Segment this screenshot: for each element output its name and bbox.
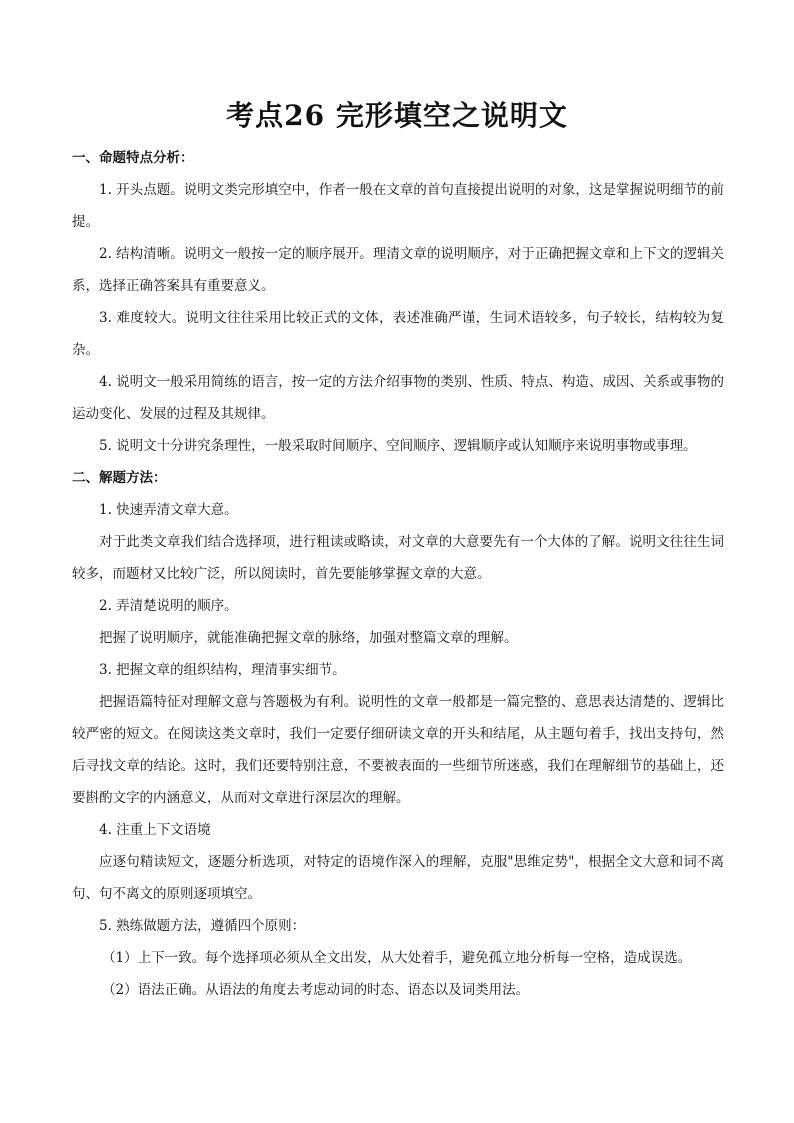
method-3-text: 把握语篇特征对理解文意与答题极为有利。说明性的文章一般都是一篇完整的、意思表达清楚的、逻辑比较严密的短文。在阅读这类文章时，我们一定要仔细研读文章的开头和结尾，从主题句着手，找出支持句，然后寻找文章的结论。这时，我们还要特别注意，不要被表面的一些细节所迷惑，我们在理解细节的基础上，还要斟酌文字的内涵意义，从而对文章进行深层次的理解。	[72, 694, 724, 806]
analysis-point-4: 4. 说明文一般采用简练的语言，按一定的方法介绍事物的类别、性质、特点、构造、成因、关系或事物的运动变化、发展的过程及其规律。	[72, 374, 724, 422]
method-5-sub-2: （2）语法正确。从语法的角度去考虑动词的时态、语态以及词类用法。	[102, 982, 530, 998]
method-3-title: 3. 把握文章的组织结构，理清事实细节。	[99, 662, 346, 678]
document-body	[72, 142, 724, 1006]
page-title: 考点26 完形填空之说明文	[226, 99, 568, 132]
analysis-point-5: 5. 说明文十分讲究条理性，一般采取时间顺序、空间顺序、逻辑顺序或认知顺序来说明事物或事理。	[99, 438, 697, 454]
method-4-text: 应逐句精读短文，逐题分析选项，对特定的语境作深入的理解，克服"思维定势"，根据全文大意和词不离句、句不离文的原则逐项填空。	[72, 854, 724, 902]
method-1-title: 1. 快速弄清文章大意。	[99, 502, 238, 518]
analysis-point-2: 2. 结构清晰。说明文一般按一定的顺序展开。理清文章的说明顺序，对于正确把握文章和上下文的逻辑关系，选择正确答案具有重要意义。	[72, 246, 724, 294]
method-5-title: 5. 熟练做题方法，遵循四个原则：	[99, 918, 306, 934]
method-2-title: 2. 弄清楚说明的顺序。	[99, 598, 238, 614]
section-heading-methods: 二、解题方法：	[72, 470, 167, 486]
analysis-point-1: 1. 开头点题。说明文类完形填空中，作者一般在文章的首句直接提出说明的对象，这是掌握说明细节的前提。	[72, 182, 724, 230]
analysis-point-3: 3. 难度较大。说明文往往采用比较正式的文体，表述准确严谨，生词术语较多，句子较长，结构较为复杂。	[72, 310, 724, 358]
method-4-title: 4. 注重上下文语境	[99, 822, 211, 838]
method-5-sub-1: （1）上下一致。每个选择项必须从全文出发，从大处着手，避免孤立地分析每一空格，造成误选。	[102, 950, 692, 966]
section-heading-analysis: 一、命题特点分析：	[72, 150, 194, 166]
method-1-text: 对于此类文章我们结合选择项，进行粗读或略读，对文章的大意要先有一个大体的了解。说明文往往生词较多，而题材又比较广泛，所以阅读时，首先要能够掌握文章的大意。	[72, 534, 724, 582]
method-2-text: 把握了说明顺序，就能准确把握文章的脉络，加强对整篇文章的理解。	[99, 630, 518, 646]
